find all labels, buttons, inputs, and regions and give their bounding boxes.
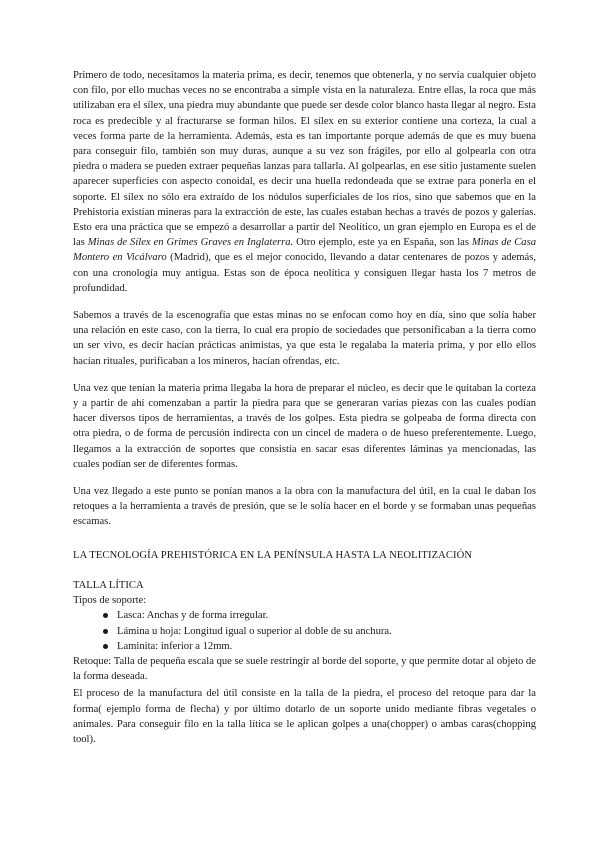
section-heading: LA TECNOLOGÍA PREHISTÓRICA EN LA PENÍNSULA HASTA LA NEOLITIZACIÓN — [73, 549, 473, 561]
list-item-text: Laminita: inferior a 12mm. — [117, 640, 233, 652]
list-item — [103, 639, 536, 654]
grimes-graves-reference: Minas de Sílex en Grimes Graves en Inglaterra. — [87, 237, 294, 249]
subsection-title: TALLA LÍTICA — [73, 579, 144, 591]
list-item — [103, 624, 536, 639]
paragraph-manufactura: Una vez llegado a este punto se ponían manos a la obra con la manufactura del útil, en la cual le daban los retoques a la herramienta a través de presión, que se le solía hacer en el borde y se formaban unas pequeñas escamas. — [73, 486, 536, 528]
paragraph-escenografia: Sabemos a través de la escenografía que estas minas no se enfocan como hoy en día, sino que solía haber una relación en este caso, con la tierra, lo cual era propio de sociedades que personificaban a la tierra como un ser vivo, es decir hacían prácticas animistas, ya que esta le regalaba la materia prima, y por ello ellos hacían rituales, purificaban a los mineros, hacían ofrendas, etc. — [73, 310, 536, 367]
casa-montero-reference: Minas de Casa Montero en Vicálvaro — [73, 237, 537, 264]
bullet-icon — [103, 629, 108, 634]
paragraph-silex-text-3: (Madrid), que es el mejor conocido, llevando a datar centenares de pozos y además, con una cronología muy antigua. Estas son de época neolítica y consiguen llegar hasta los 7 metros de profundidad. — [73, 252, 536, 294]
bullet-icon — [103, 644, 108, 649]
bullet-icon — [103, 613, 108, 618]
paragraph-silex-text-2: Otro ejemplo, este ya en España, son las — [293, 237, 472, 249]
list-item — [103, 608, 536, 623]
list-label: Tipos de soporte: — [73, 595, 147, 607]
paragraph-nucleo: Una vez que tenían la materia prima llegaba la hora de preparar el núcleo, es decir que le quitaban la corteza y a partir de ahí comenzaban a partir la piedra para que se generaran varias piezas con las cuales podían hacer diversos tipos de herramientas, a través de los golpes. Esta piedra se golpeaba de forma directa con otra piedra, o de forma de percusión indirecta con un cincel de madera o de hueso preferentemente. Luego, llegamos a la extracción de soportes que consistía en sacar esas diferentes láminas ya mencionadas, las cuales podían ser de diferentes formas. — [73, 382, 536, 470]
paragraph-retoque: Retoque: Talla de pequeña escala que se suele restringir al borde del soporte, y que permite dotar al objeto de la forma deseada. — [73, 655, 536, 683]
paragraph-silex — [73, 68, 536, 296]
list-item-text: Lámina u hoja: Longitud igual o superior al doble de su anchura. — [117, 625, 392, 637]
list-item-text: Lasca: Anchas y de forma irregular. — [117, 610, 269, 622]
soporte-list — [73, 608, 536, 654]
paragraph-proceso: El proceso de la manufactura del útil consiste en la talla de la piedra, el proceso del retoque para dar la forma( ejemplo forma de flecha) y por último dotarlo de un soporte unido mediante fibras vegetales o animales. Para conseguir filo en la talla lítica se le aplican golpes a una(chopper) o ambas caras(chopping tool). — [73, 688, 536, 745]
paragraph-silex-text-1: Primero de todo, necesitamos la materia prima, es decir, tenemos que obtenerla, y no servía cualquier objeto con filo, por ello muchas veces no se encontraba a simple vista en la naturaleza. Entre ellas, la roca que más utilizaban era el sílex, una piedra muy abundante que puede ser desde color blanco hasta llegar al negro. Esta roca es predecible y al fracturarse se forman hilos. El sílex en su exterior contiene una corteza, la cual a veces forma parte de la herramienta. Además, esta es tan importante porque además de que es muy buena para conseguir filo, también son muy duras, aunque a su vez son frágiles, por ello al golpearla con otra piedra o madera se pueden extraer pequeñas lanzas para tallarla. Al golpearlas, en ese sitio justamente suelen aparecer superficies con aspecto conoidal, es decir una huella redondeada que se extrae para ponerla en el soporte. El sílex no sólo era extraído de los nódulos superficiales de los ríos, sino que sabemos que en la Prehistoria existían mineras para la extracción de este, las cuales estaban hechas a través de pozos y galerías. Esto era una práctica que se empezó a desarrollar a partir del Neolítico, un gran ejemplo en Europa es el de las — [73, 70, 536, 249]
